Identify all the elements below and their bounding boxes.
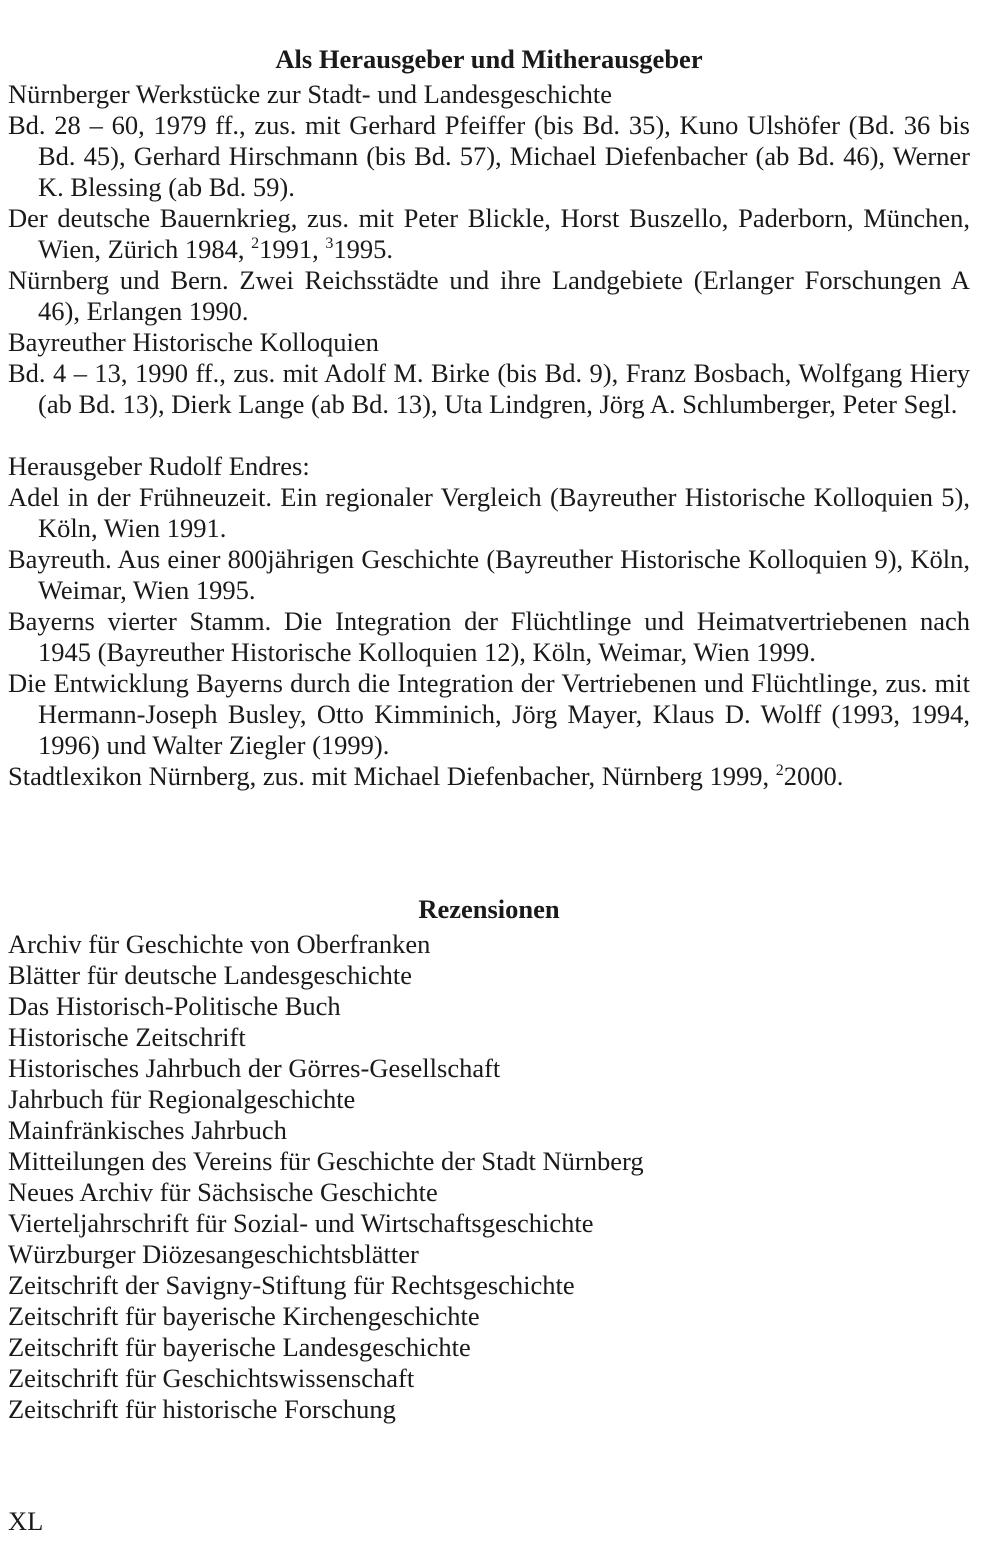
endres-entry-stadtlexikon bbox=[8, 761, 970, 792]
journal-list-item: Das Historisch-Politische Buch bbox=[8, 991, 341, 1021]
journal-list-item: Neues Archiv für Sächsische Geschichte bbox=[8, 1177, 438, 1207]
edition-superscript: 2 bbox=[775, 762, 784, 779]
endres-entry-adel: Adel in der Frühneuzeit. Ein regionaler Vergleich (Bayreuther Historische Kolloquien 5), Köln, Wien 1991. bbox=[8, 482, 970, 543]
bauernkrieg-text: Der deutsche Bauernkrieg, zus. mit Peter Blickle, Horst Buszello, Paderborn, München, Wien, Zürich 1984, bbox=[8, 203, 970, 264]
spacer bbox=[8, 792, 970, 891]
page-number: XL bbox=[8, 1506, 44, 1536]
journal-list-item: Würzburger Diözesangeschichtsblätter bbox=[8, 1239, 419, 1269]
editor-entry-kolloquien-title: Bayreuther Historische Kolloquien bbox=[8, 327, 379, 357]
reviews-journal-list bbox=[8, 929, 970, 1425]
journal-list-item: Vierteljahrschrift für Sozial- und Wirtschaftsgeschichte bbox=[8, 1208, 594, 1238]
editor-entry-bauernkrieg bbox=[8, 203, 970, 265]
journal-list-item: Zeitschrift für bayerische Landesgeschichte bbox=[8, 1332, 471, 1362]
endres-entry-vierter-stamm: Bayerns vierter Stamm. Die Integration der Flüchtlinge und Heimatvertriebenen nach 1945 (Bayreuther Historische Kolloquien 12), Köln, Weimar, Wien 1999. bbox=[8, 606, 970, 667]
spacer bbox=[8, 420, 970, 451]
editor-entry-kolloquien-volumes: Bd. 4 – 13, 1990 ff., zus. mit Adolf M. Birke (bis Bd. 9), Franz Bosbach, Wolfgang Hiery (ab Bd. 13), Dierk Lange (ab Bd. 13), Uta Lindgren, Jörg A. Schlumberger, Peter Segl. bbox=[8, 358, 970, 419]
journal-list-item: Historische Zeitschrift bbox=[8, 1022, 246, 1052]
editor-entry-series-title: Nürnberger Werkstücke zur Stadt- und Landesgeschichte bbox=[8, 79, 612, 109]
editor-entry-nuernberg-bern: Nürnberg und Bern. Zwei Reichsstädte und ihre Landgebiete (Erlanger Forschungen A 46), Erlangen 1990. bbox=[8, 265, 970, 326]
editor-entry-series-volumes: Bd. 28 – 60, 1979 ff., zus. mit Gerhard Pfeiffer (bis Bd. 35), Kuno Ulshöfer (Bd. 36 bis Bd. 45), Gerhard Hirschmann (bis Bd. 57), Michael Diefenbacher (ab Bd. 46), Werner K. Blessing (ab Bd. 59). bbox=[8, 110, 970, 202]
endres-label: Herausgeber Rudolf Endres: bbox=[8, 451, 310, 481]
journal-list-item: Archiv für Geschichte von Oberfranken bbox=[8, 929, 431, 959]
section-heading-reviews: Rezensionen bbox=[418, 894, 560, 924]
journal-list-item: Historisches Jahrbuch der Görres-Gesellschaft bbox=[8, 1053, 501, 1083]
endres-entry-entwicklung: Die Entwicklung Bayerns durch die Integration der Vertriebenen und Flüchtlinge, zus. mit Hermann-Joseph Busley, Otto Kimminich, Jörg Mayer, Klaus D. Wolff (1993, 1994, 1996) und Walter Ziegler (1999). bbox=[8, 668, 970, 760]
section-heading-editor: Als Herausgeber und Mitherausgeber bbox=[275, 44, 703, 74]
edition-superscript: 3 bbox=[325, 235, 334, 252]
journal-list-item: Mainfränkisches Jahrbuch bbox=[8, 1115, 287, 1145]
edition-year: 1995. bbox=[333, 234, 393, 264]
edition-superscript: 2 bbox=[251, 235, 260, 252]
edition-year: 2000. bbox=[783, 761, 844, 791]
journal-list-item: Zeitschrift für bayerische Kirchengeschichte bbox=[8, 1301, 480, 1331]
document-page bbox=[8, 41, 970, 1425]
journal-list-item: Zeitschrift für historische Forschung bbox=[8, 1394, 396, 1424]
journal-list-item: Mitteilungen des Vereins für Geschichte der Stadt Nürnberg bbox=[8, 1146, 644, 1176]
journal-list-item: Zeitschrift der Savigny-Stiftung für Rechtsgeschichte bbox=[8, 1270, 575, 1300]
journal-list-item: Zeitschrift für Geschichtswissenschaft bbox=[8, 1363, 415, 1393]
journal-list-item: Jahrbuch für Regionalgeschichte bbox=[8, 1084, 356, 1114]
edition-year: 1991, bbox=[259, 234, 326, 264]
endres-entry-bayreuth: Bayreuth. Aus einer 800jährigen Geschichte (Bayreuther Historische Kolloquien 9), Köln, Weimar, Wien 1995. bbox=[8, 544, 970, 605]
stadtlexikon-text: Stadtlexikon Nürnberg, zus. mit Michael Diefenbacher, Nürnberg 1999, bbox=[8, 761, 776, 791]
journal-list-item: Blätter für deutsche Landesgeschichte bbox=[8, 960, 412, 990]
